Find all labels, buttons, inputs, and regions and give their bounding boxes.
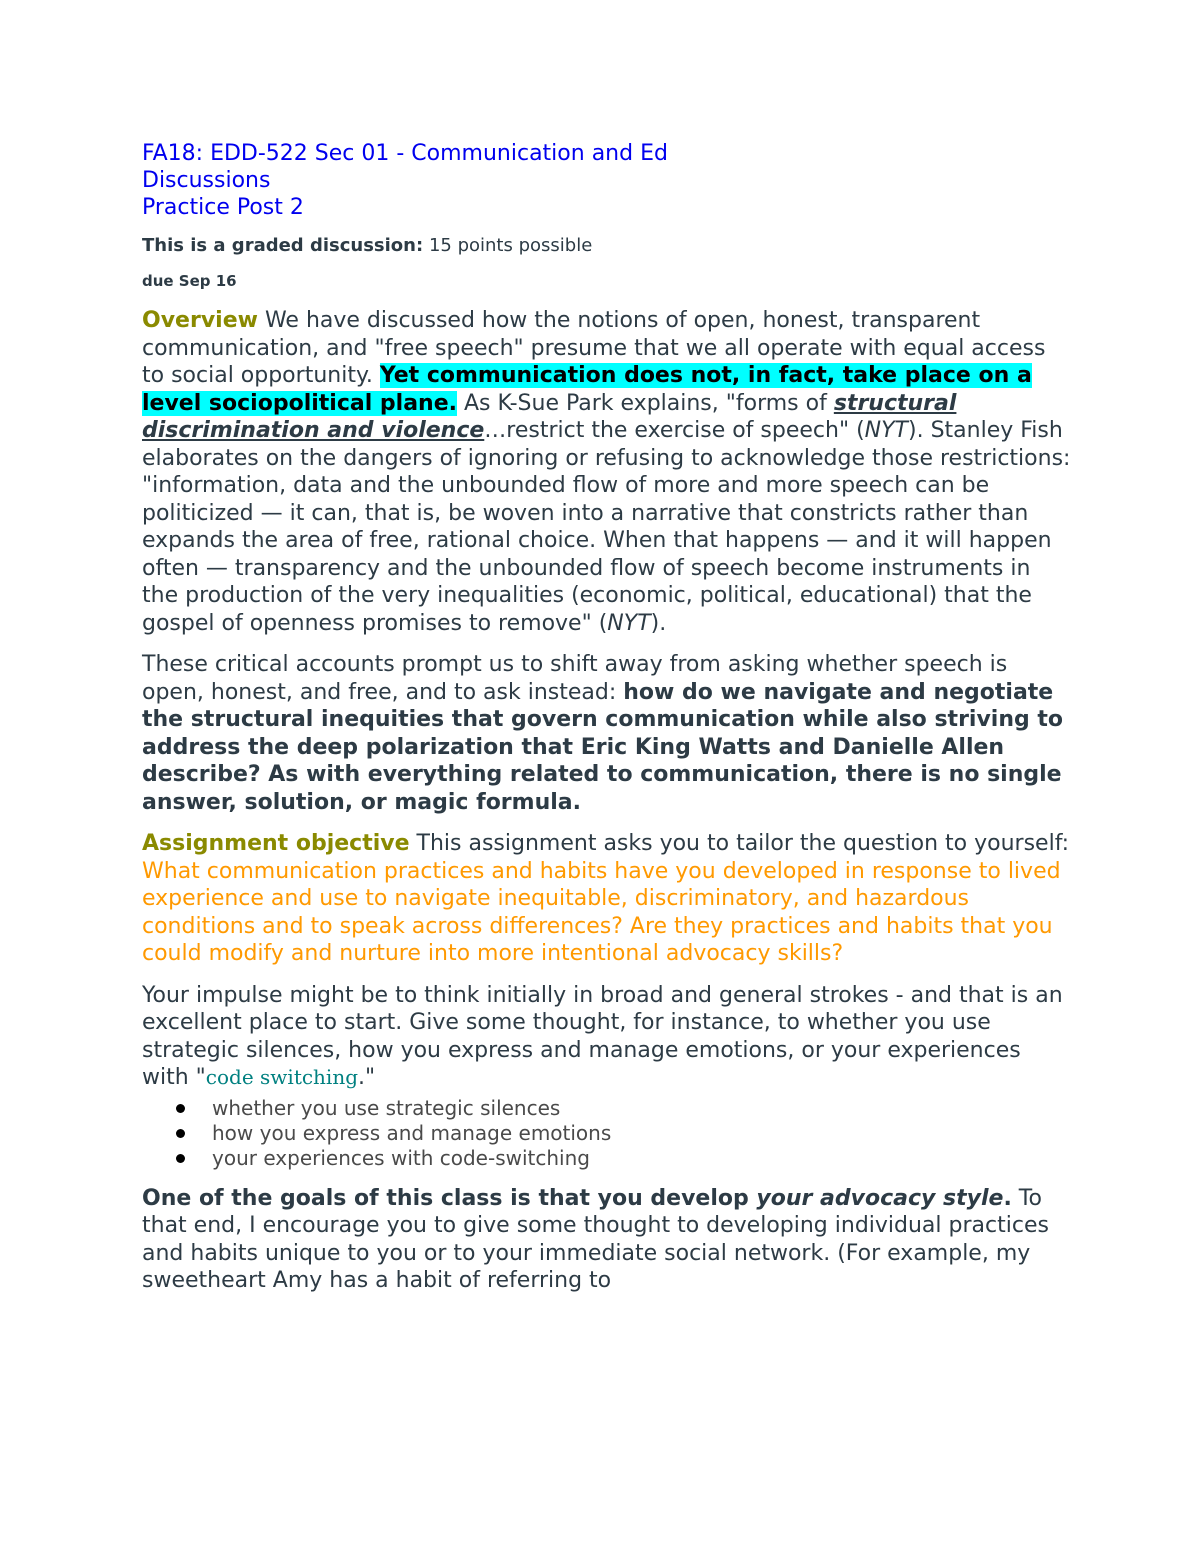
overview-source-1: NYT (864, 418, 908, 443)
goals-bold: One of the goals of this class is that you develop (142, 1185, 757, 1211)
list-item-text: how you express and manage emotions (212, 1120, 612, 1145)
critical-bold: how do we navigate and negotiate the structural inequities that govern communication while also striving to address the deep polarization that Eric King Watts and Danielle Allen describe? As with everything related to communication, there is no single answer, solution, or magic formula. (142, 679, 1064, 815)
impulse-text: Your impulse might be to think initially in broad and general strokes - and that is an excellent place to start. Give some thought, for instance, to whether you use strategic silences, how you express and manage emotions, or your experiences with " (142, 982, 1063, 1090)
overview-text-2: As K-Sue Park explains, "forms of (457, 390, 834, 416)
critical-paragraph (142, 651, 1072, 816)
overview-highlight: Yet communication does not, in fact, take place on a level sociopolitical plane. (142, 363, 1032, 416)
overview-text-3: …restrict the exercise of speech" ( (484, 418, 865, 443)
document-page (142, 140, 1072, 1295)
due-date: due Sep 16 (142, 272, 237, 290)
overview-emphasis: structural discrimination and violence (142, 390, 957, 443)
list-item (212, 1121, 1072, 1146)
impulse-paragraph (142, 982, 1072, 1092)
impulse-text-end: ." (358, 1065, 376, 1090)
critical-text: These critical accounts prompt us to shift away from asking whether speech is open, honest, and free, and to ask instead: (142, 652, 1008, 705)
overview-heading: Overview (142, 308, 258, 333)
graded-label: This is a graded discussion: (142, 235, 424, 256)
assignment-paragraph (142, 830, 1072, 968)
assignment-question: What communication practices and habits have you developed in response to lived experience and use to navigate inequitable, discriminatory, and hazardous conditions and to speak across differences? Are they practices and habits that you could modify and nurture into more intentional advocacy skills? (142, 858, 1061, 966)
discussions-link[interactable]: Discussions (142, 168, 271, 193)
bullet-list (142, 1096, 1072, 1171)
list-item (212, 1146, 1072, 1171)
bullet-icon (176, 1129, 185, 1138)
list-item-text: whether you use strategic silences (212, 1095, 561, 1120)
points-possible: 15 points possible (428, 235, 593, 256)
goals-bold-italic: your advocacy style (756, 1185, 1004, 1211)
overview-text-1: We have discussed how the notions of open, honest, transparent communication, and "free speech" presume that we all operate with equal access to social opportunity. (142, 308, 1046, 388)
bullet-icon (176, 1154, 185, 1163)
bullet-icon (176, 1104, 185, 1113)
overview-text-5: ). (650, 610, 667, 636)
overview-source-2: NYT (607, 610, 651, 636)
goals-text: To that end, I encourage you to give some thought to developing individual practices and habits unique to you or to your immediate social network. (For example, my sweetheart Amy has a habit of referring to (142, 1185, 1049, 1293)
list-item (212, 1096, 1072, 1121)
graded-info (142, 235, 1072, 257)
assignment-heading: Assignment objective (142, 831, 410, 856)
goals-bold-end: . (1003, 1185, 1012, 1211)
overview-paragraph (142, 307, 1072, 637)
list-item-text: your experiences with code-switching (212, 1145, 590, 1170)
course-title-link[interactable]: FA18: EDD-522 Sec 01 - Communication and Ed (142, 141, 668, 166)
goals-paragraph (142, 1185, 1072, 1295)
assignment-text: This assignment asks you to tailor the question to yourself: (409, 831, 1070, 856)
overview-text-4: ). Stanley Fish elaborates on the dangers of ignoring or refusing to acknowledge those restrictions: "information, data and the unbounded flow of more and more speech can be politicized — it can, that is, be woven into a narrative that constricts rather than expands the area of free, rational choice. When that happens — and it will happen often — transparency and the unbounded flow of speech become instruments in the production of the very inequalities (economic, political, educational) that the gospel of openness promises to remove" ( (142, 418, 1071, 636)
code-switching-link[interactable]: code switching (205, 1065, 359, 1089)
course-header (142, 140, 1072, 221)
discussion-title-link[interactable]: Practice Post 2 (142, 195, 304, 220)
